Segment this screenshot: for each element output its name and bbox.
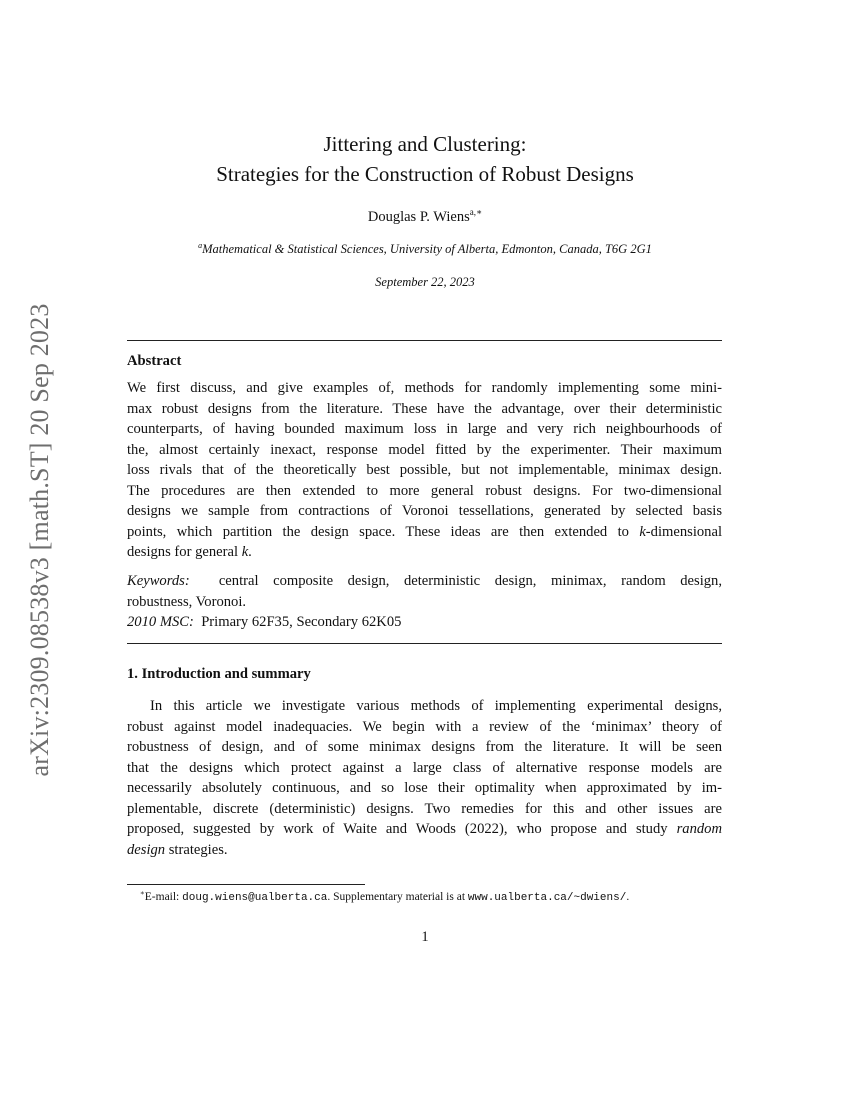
arxiv-stamp-text: arXiv:2309.08538v3 [math.ST] 20 Sep 2023: [25, 303, 54, 777]
affiliation: [0, 241, 850, 257]
msc-text: Primary 62F35, Secondary 62K05: [201, 614, 402, 630]
abstract-line: loss rivals that of the theoretically best possible, but not implementable, minimax design.: [127, 462, 722, 478]
body-line: robust against model inadequacies. We begin with a review of the ‘minimax’ theory of: [127, 718, 722, 735]
abstract-line: We first discuss, and give examples of, methods for randomly implementing some mini-: [127, 380, 722, 396]
abstract-line-text: designs for general: [127, 544, 242, 560]
footnote-rule: [127, 884, 365, 885]
general-k-symbol: k: [241, 544, 249, 560]
body-line-rest: strategies.: [165, 841, 228, 858]
author-marks: a,∗: [469, 207, 483, 217]
keywords-label: Keywords:: [127, 573, 190, 589]
body-line: In this article we investigate various methods of implementing experimental designs,: [150, 698, 722, 714]
affiliation-text: Mathematical & Statistical Sciences, University of Alberta, Edmonton, Canada, T6G 2G1: [202, 242, 652, 257]
body-line: robustness of design, and of some minimax designs from the literature. It will be seen: [127, 739, 722, 755]
footnote-prefix: E-mail:: [144, 890, 183, 903]
paper-title: [0, 129, 850, 189]
section-1-heading: 1. Introduction and summary: [127, 666, 311, 682]
abstract-line: the, almost certainly inexact, response model fitted by the experimenter. Their maximum: [127, 441, 722, 458]
abstract-line: designs we sample from contractions of Voronoi tessellations, generated by selected basis: [127, 503, 722, 519]
date: September 22, 2023: [375, 275, 475, 289]
abstract-line: [127, 542, 722, 563]
keywords-line-2: robustness, Voronoi.: [127, 593, 247, 610]
body-line: plementable, discrete (deterministic) designs. Two remedies for this and other issues are: [127, 800, 722, 817]
keywords-line-1: [127, 571, 722, 592]
random-word: random: [676, 821, 722, 837]
title-line-1: Jittering and Clustering:: [323, 132, 527, 156]
design-word: design: [127, 841, 166, 858]
abstract-heading: Abstract: [127, 353, 182, 369]
page-number: 1: [421, 929, 429, 945]
abstract-top-rule: [127, 340, 722, 341]
k-dimensional-suffix: -dimensional: [645, 523, 722, 540]
affiliation-mark: a: [198, 241, 203, 250]
keywords-text-1: central composite design, deterministic design, minimax, random design,: [218, 573, 722, 589]
arxiv-stamp: [10, 270, 70, 810]
body-line: necessarily absolutely continuous, and so lose their optimality when approximated by im-: [127, 780, 722, 796]
supplementary-url-link[interactable]: www.ualberta.ca/~dwiens/: [467, 891, 627, 904]
title-line-2: Strategies for the Construction of Robust Designs: [216, 162, 634, 186]
section-1-body: [127, 696, 722, 860]
abstract-body: [127, 378, 722, 563]
k-symbol: k: [639, 523, 646, 540]
author-name: Douglas P. Wiens: [367, 208, 470, 225]
body-line: [127, 819, 722, 840]
abstract-line: counterparts, of having bounded maximum loss in large and very rich neighbourhoods of: [127, 421, 722, 437]
msc-label: 2010 MSC:: [127, 614, 194, 630]
body-line-text: proposed, suggested by work of Waite and Woods (2022), who propose and study: [127, 821, 677, 837]
abstract-line: The procedures are then extended to more general robust designs. For two-dimensional: [127, 482, 722, 499]
abstract-line: max robust designs from the literature. These have the advantage, over their deterministic: [127, 400, 722, 417]
keywords-block: [127, 571, 722, 633]
footnote-mark: ∗: [140, 889, 145, 897]
body-line: that the designs which protect against a large class of alternative response models are: [127, 759, 722, 776]
body-line: [127, 840, 722, 861]
abstract-line-text: points, which partition the design space. These ideas are then extended to: [127, 523, 640, 540]
email-link[interactable]: doug.wiens@ualberta.ca: [182, 891, 328, 904]
abstract-line: [127, 522, 722, 543]
footnote-suffix: .: [626, 890, 630, 903]
general-k-end: .: [248, 544, 252, 560]
footnote: [140, 889, 629, 904]
abstract-bottom-rule: [127, 643, 722, 644]
footnote-middle: . Supplementary material is at: [327, 890, 468, 903]
msc-line: [127, 612, 722, 633]
author: [0, 207, 850, 226]
